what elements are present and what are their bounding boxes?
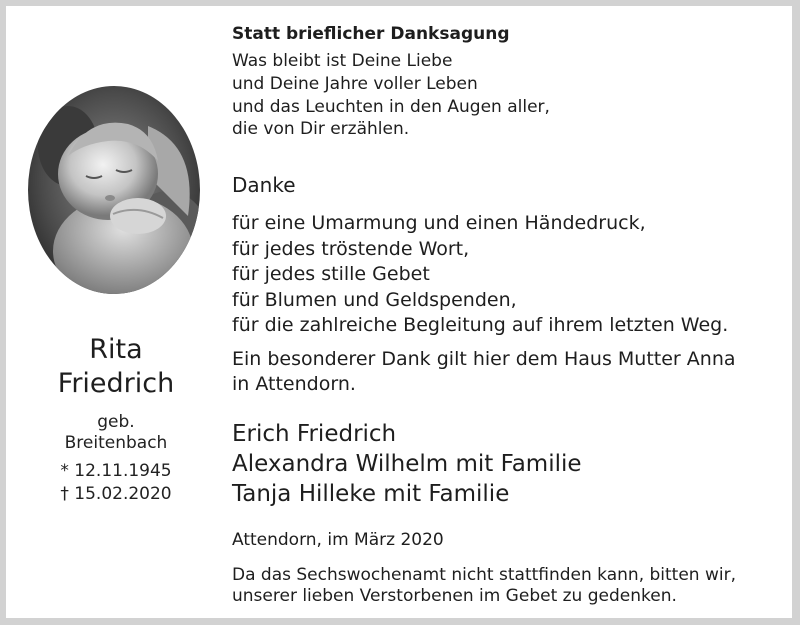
thanks-line: für Blumen und Geldspenden, [232, 289, 517, 311]
closing-note-line: Da das Sechswochenamt nicht stattfinden kann, bitten wir, [232, 565, 737, 585]
verse-line: die von Dir erzählen. [232, 119, 410, 139]
birth-date: * 12.11.1945 [60, 461, 172, 481]
closing-note-line: unserer lieben Verstorbenen im Gebet zu gedenken. [232, 586, 677, 606]
signatory: Erich Friedrich [232, 421, 397, 447]
death-date: † 15.02.2020 [60, 484, 172, 504]
thanks-line: für jedes stille Gebet [232, 263, 430, 285]
verse-line: und das Leuchten in den Augen aller, [232, 97, 550, 117]
place-date: Attendorn, im März 2020 [232, 530, 444, 550]
angel-statue-photo [28, 86, 200, 294]
danke-heading: Danke [232, 173, 296, 197]
signatory: Alexandra Wilhelm mit Familie [232, 451, 582, 477]
special-thanks-line: in Attendorn. [232, 373, 356, 395]
verse-line: Was bleibt ist Deine Liebe [232, 51, 453, 71]
deceased-first-name: Rita [89, 334, 143, 365]
thanks-line: für eine Umarmung und einen Händedruck, [232, 212, 646, 234]
maiden-name: Breitenbach [64, 433, 168, 453]
thanks-line: für jedes tröstende Wort, [232, 238, 470, 260]
signatory: Tanja Hilleke mit Familie [232, 481, 510, 507]
verse-line: und Deine Jahre voller Leben [232, 74, 478, 94]
obituary-notice [6, 6, 792, 618]
deceased-last-name: Friedrich [57, 368, 175, 399]
heading: Statt brieflicher Danksagung [232, 24, 510, 44]
special-thanks-line: Ein besonderer Dank gilt hier dem Haus Mutter Anna [232, 348, 736, 370]
nee-label: geb. [97, 412, 135, 432]
thanks-line: für die zahlreiche Begleitung auf ihrem letzten Weg. [232, 314, 729, 336]
